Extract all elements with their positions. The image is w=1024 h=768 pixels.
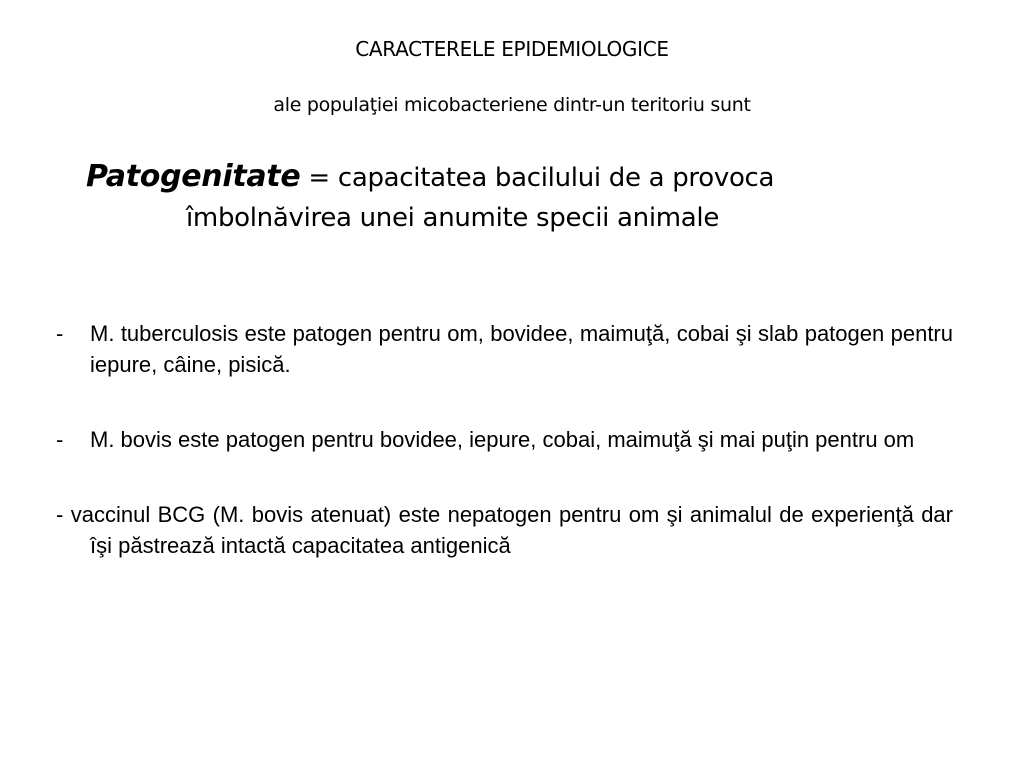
bullet-list	[56, 318, 953, 605]
bullet-dash: -	[56, 321, 64, 346]
definition-block	[86, 157, 966, 238]
bullet-text: vaccinul BCG (M. bovis atenuat) este nepatogen pentru om şi animalul de experienţă dar îşi păstrează intactă capacitatea antigenică	[70, 502, 953, 558]
definition-text-line2: îmbolnăvirea unei anumite specii animale	[186, 203, 720, 233]
slide-title: CARACTERELE EPIDEMIOLOGICE	[355, 37, 669, 61]
definition-text-line1: = capacitatea bacilului de a provoca	[300, 163, 775, 193]
bullet-dash: -	[56, 427, 64, 452]
slide-subtitle: ale populaţiei micobacteriene dintr-un teritoriu sunt	[273, 94, 751, 116]
bullet-text: M. tuberculosis este patogen pentru om, bovidee, maimuţă, cobai şi slab patogen pentru iepure, câine, pisică.	[90, 321, 953, 377]
bullet-text: M. bovis este patogen pentru bovidee, iepure, cobai, maimuţă şi mai puţin pentru om	[90, 427, 915, 452]
bullet-item-bcg	[56, 499, 953, 561]
bullet-item-tuberculosis	[56, 318, 953, 380]
bullet-item-bovis	[56, 424, 953, 455]
bullet-wrap	[56, 499, 953, 561]
bullet-dash: -	[56, 502, 71, 527]
definition-term: Patogenitate	[86, 159, 301, 194]
